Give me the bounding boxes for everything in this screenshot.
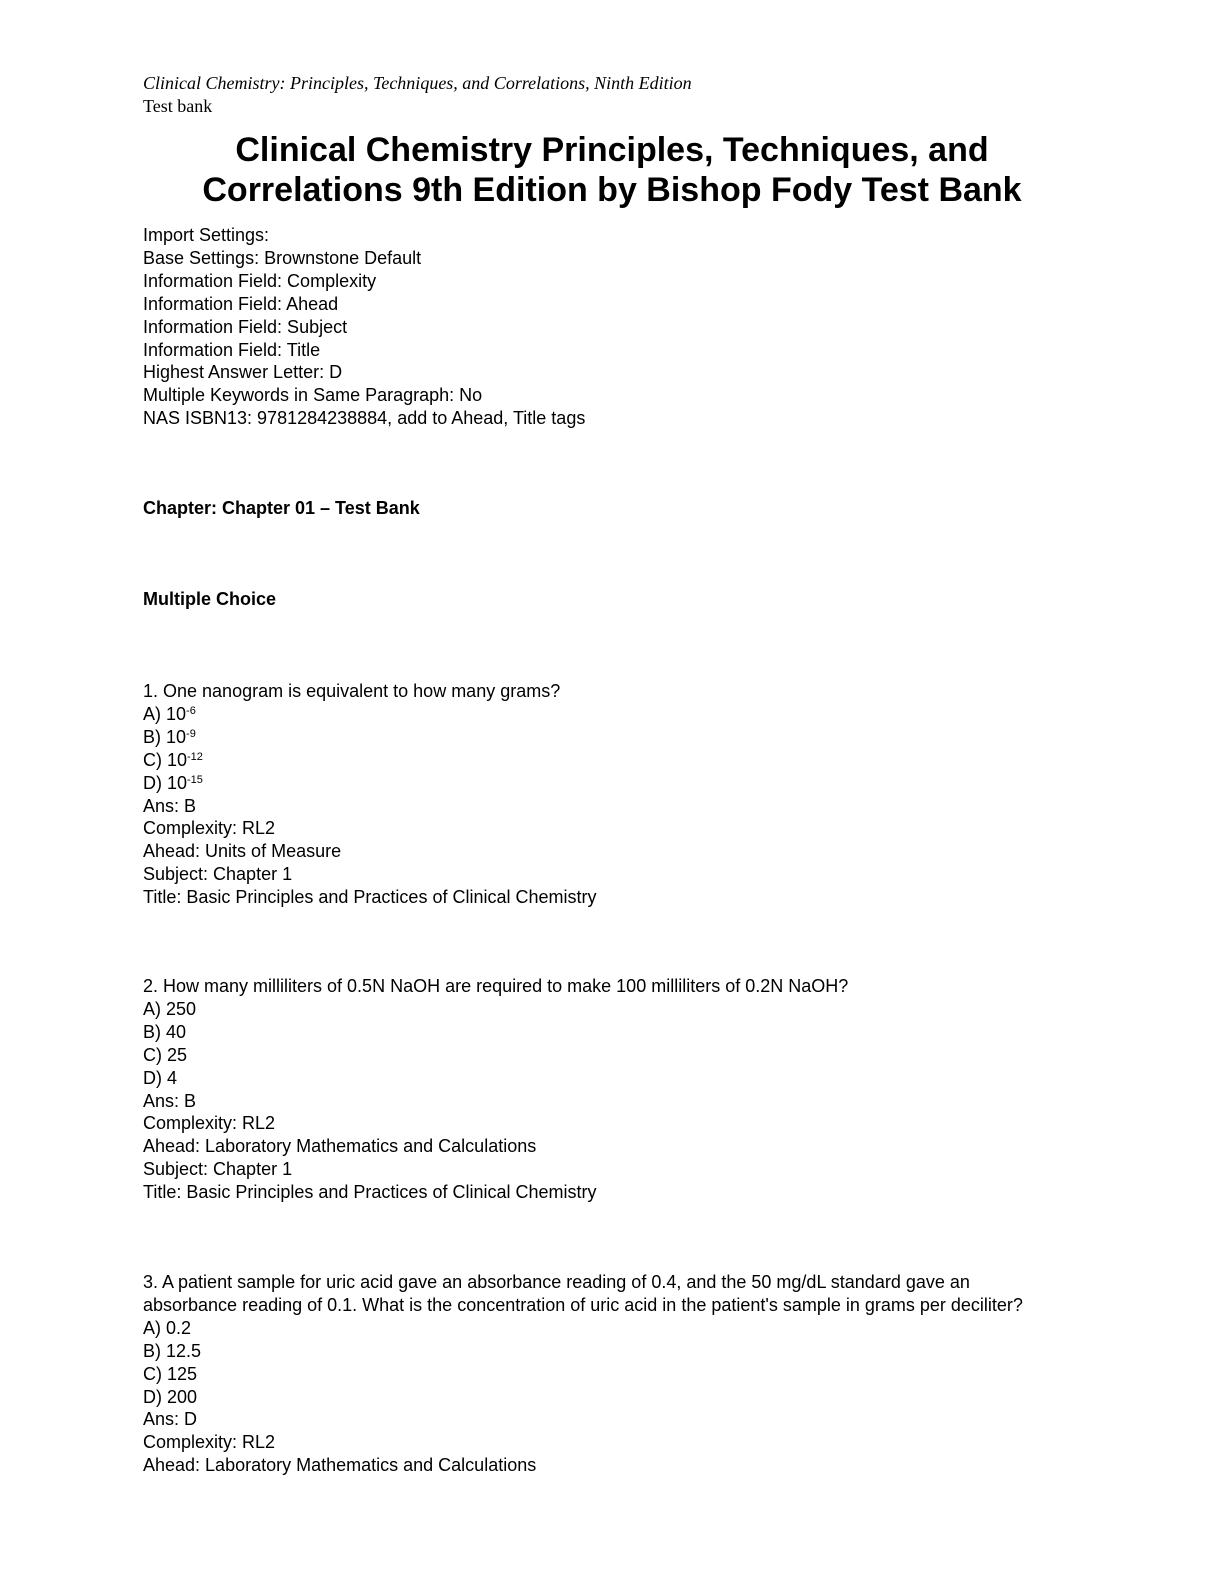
- complexity: Complexity: RL2: [143, 1432, 276, 1453]
- setting-line: Information Field: Ahead: [143, 293, 339, 314]
- complexity: Complexity: RL2: [143, 818, 276, 839]
- option: C) 125: [143, 1363, 198, 1384]
- option: D) $10^{-15}$: [143, 772, 203, 793]
- option: B) $10^{-9}$: [143, 726, 196, 747]
- option: B) 40: [143, 1021, 187, 1042]
- section-heading: Multiple Choice: [143, 589, 277, 609]
- ahead: Ahead: Units of Measure: [143, 841, 342, 862]
- document-title: [0, 130, 1224, 210]
- setting-line: Information Field: Title: [143, 339, 321, 360]
- book-title: Clinical Chemistry: Principles, Techniques, and Correlations, Ninth Edition: [143, 73, 692, 93]
- answer: Ans: B: [143, 795, 197, 816]
- answer: Ans: B: [143, 1090, 197, 1111]
- setting-line: Information Field: Complexity: [143, 270, 377, 291]
- setting-line: Information Field: Subject: [143, 316, 348, 337]
- question-3: [143, 1271, 1063, 1477]
- running-header: [143, 72, 692, 118]
- question-title: Title: Basic Principles and Practices of Clinical Chemistry: [143, 887, 597, 908]
- setting-line: Highest Answer Letter: D: [143, 362, 343, 383]
- question-title: Title: Basic Principles and Practices of Clinical Chemistry: [143, 1182, 597, 1203]
- option: A) 0.2: [143, 1317, 192, 1338]
- setting-line: Multiple Keywords in Same Paragraph: No: [143, 385, 483, 406]
- option: D) 200: [143, 1386, 198, 1407]
- question-stem: 2. How many milliliters of 0.5N NaOH are required to make 100 milliliters of 0.2N NaOH?: [143, 976, 849, 996]
- question-1: [143, 680, 596, 909]
- question-stem: 1. One nanogram is equivalent to how many grams?: [143, 681, 561, 701]
- ahead: Ahead: Laboratory Mathematics and Calculations: [143, 1455, 537, 1476]
- question-stem: 3. A patient sample for uric acid gave an absorbance reading of 0.4, and the 50 mg/dL standard gave an absorbance reading of 0.1. What is the concentration of uric acid in the patient's sample in grams per deciliter?: [143, 1272, 1023, 1315]
- chapter-heading: Chapter: Chapter 01 – Test Bank: [143, 498, 420, 518]
- header-subtitle: Test bank: [143, 96, 213, 116]
- ahead: Ahead: Laboratory Mathematics and Calculations: [143, 1136, 537, 1157]
- complexity: Complexity: RL2: [143, 1113, 276, 1134]
- setting-line: Base Settings: Brownstone Default: [143, 247, 422, 268]
- option: A) $10^{-6}$: [143, 703, 196, 724]
- option: B) 12.5: [143, 1340, 202, 1361]
- question-2: [143, 975, 848, 1204]
- setting-line: Import Settings:: [143, 225, 270, 245]
- setting-line: NAS ISBN13: 9781284238884, add to Ahead, Title tags: [143, 408, 586, 429]
- title-line-2: Correlations 9th Edition by Bishop Fody Test Bank: [202, 171, 1022, 209]
- title-line-1: Clinical Chemistry Principles, Techniques, and: [235, 131, 989, 169]
- import-settings: [143, 224, 585, 430]
- answer: Ans: D: [143, 1409, 198, 1430]
- option: C) $10^{-12}$: [143, 749, 203, 770]
- subject: Subject: Chapter 1: [143, 864, 293, 885]
- option: A) 250: [143, 998, 197, 1019]
- option: C) 25: [143, 1044, 188, 1065]
- subject: Subject: Chapter 1: [143, 1159, 293, 1180]
- option: D) 4: [143, 1067, 178, 1088]
